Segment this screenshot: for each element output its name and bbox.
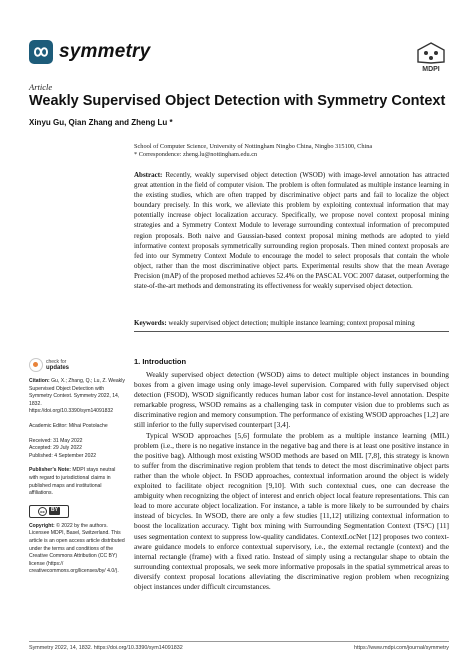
- paper-title: Weakly Supervised Object Detection with Symmetry Context: [29, 93, 446, 109]
- cc-by-license-icon[interactable]: [29, 505, 69, 518]
- correspondence-email: * Correspondence: zheng.lu@nottingham.edu.cn: [134, 151, 258, 158]
- author-list: Xinyu Gu, Qian Zhang and Zheng Lu *: [29, 118, 173, 127]
- citation-text: Gu, X.; Zhang, Q.; Lu, Z. Weakly Supervised Object Detection with Symmetry Context. Symmetry 2022, 14, 1832. https://doi.org/10.3390/sym14091832: [29, 378, 125, 415]
- journal-name: symmetry: [59, 41, 151, 62]
- journal-header: [29, 40, 445, 73]
- footer-citation: Symmetry 2022, 14, 1832. https://doi.org/10.3390/sym14091832: [29, 645, 183, 651]
- abstract-text: Recently, weakly supervised object detection (WSOD) with image-level annotation has attracted great attention in the field of computer vision. The problem is often formulated as multiple instance learning in the existing studies, which are often trapped by discriminative object parts and fail to localize the object boundary precisely. In this work, we alleviate this problem by exploiting contextual information that may potentially increase object localization accuracy. Specifically, we propose novel context proposal mining strategies and a Symmetry Context Module to leverage surrounding contextual information of precomputed region proposals. Both naive and Gaussian-based context proposal mining methods are adopted to yield informative context proposals symmetrically surrounding region proposals. Then mined context proposals are fed into our Symmetry Context Module to encourage the model to select proposals that contain the whole object, rather than the most discriminative object parts. Experimental results show that the mean Average Precision (mAP) of the proposed method achieves 52.4% on the PASCAL VOC 2007 dataset, outperforming the state-of-the-art methods and demonstrating its effectiveness for weakly supervised object detection.: [134, 171, 449, 291]
- keywords-label: Keywords:: [134, 319, 167, 327]
- check-label-small: check for: [46, 359, 67, 365]
- keywords: [134, 318, 449, 328]
- copyright-label: Copyright:: [29, 522, 55, 529]
- mdpi-logo-text: MDPI: [422, 66, 440, 73]
- section-title: 1. Introduction: [134, 357, 187, 366]
- introduction-body: [134, 370, 449, 592]
- footer-journal-link[interactable]: https://www.mdpi.com/journal/symmetry: [354, 645, 449, 651]
- keywords-text: weakly supervised object detection; multiple instance learning; context proposal mining: [168, 319, 415, 327]
- paragraph: Typical WSOD approaches [5,6] formulate the problem as a multiple instance learning (MIL) problem (i.e., there is no negative instance in the negative bag and there is at least one positive instance in the positive bag). Although most existing WSOD methods are based on MIL [7,8], this strategy is known to suffer from the discriminative region problem that tends to detect the most discriminative object parts rather than the whole object. In FSOD approaches, contextual information around the object is widely exploited to facilitate object recognition [9,10]. With such contextual cues, one can decrease the ambiguity when recognizing the object of interest and enrich object local feature representations. This can lead to more accurate object localization. For instance, a table is more likely to be surrounded by chairs instead of bicycles. In WSOD, there are only a few studies [11,12] utilizing contextual information to boost the localization accuracy. Tight box mining with Surrounding Segmentation Context (TS²C) [11] uses segmentation context to suppress low-quality candidates. ContextLocNet [12] proposes two context-aware guidance models to enforce contextual supervisory, i.e., the external rectangle (context) and the internal rectangle (frame) with a fixed ratio. Instead of simply using a rectangular shape to obtain the surrounding contextual proposals, we seek more informative proposals in the spatial symmetrical areas to diversify context proposal locations alleviating the discriminative region problem when recognizing object instances under difficult circumstances.: [134, 430, 449, 591]
- symmetry-logo-icon: [29, 40, 53, 64]
- publisher-note: [29, 467, 125, 497]
- abstract: [134, 170, 449, 291]
- copyright-text: © 2022 by the authors. Licensee MDPI, Basel, Switzerland. This article is an open access article distributed under the terms and conditions of the Creative Commons Attribution (CC BY) license (https:// creativecommons.org/licenses/by/ 4.0/).: [29, 522, 125, 575]
- section-divider: [134, 331, 449, 332]
- check-for-updates-badge[interactable]: [29, 358, 125, 372]
- copyright-block: [29, 523, 125, 576]
- cc-icon-label: cc: [38, 507, 47, 516]
- academic-editor: Academic Editor: Mihai Postolache: [29, 422, 108, 429]
- article-type: Article: [29, 82, 53, 92]
- citation-label: Citation:: [29, 378, 50, 384]
- institution: School of Computer Science, University of Nottingham Ningbo China, Ningbo 315100, China: [134, 143, 373, 150]
- footer-divider: [29, 641, 449, 642]
- mdpi-logo-icon: [417, 42, 445, 64]
- check-updates-icon: [29, 358, 43, 372]
- dates-block: [29, 438, 125, 461]
- paragraph: Weakly supervised object detection (WSOD) aims to detect multiple object instances in bounding boxes from a given image using only image-level supervision. Compared with fully supervised object detection (FSOD), WSOD significantly reduces human labor cost for instance-level annotation. Despite remarkable progress, WSOD remains as a challenging task in computer vision due to problems such as discriminative region and memory consumption. The performance of existing WSOD approaches [1,2] are still inferior to the fully supervised counterpart [3,4].: [134, 370, 449, 430]
- publisher-note-label: Publisher’s Note:: [29, 467, 71, 474]
- citation-block: [29, 378, 125, 416]
- abstract-label: Abstract:: [134, 171, 163, 179]
- check-label-big: updates: [46, 365, 70, 371]
- received-date: Received: 31 May 2022: [29, 437, 83, 444]
- article-info-sidebar: [29, 358, 125, 583]
- publisher-note-text: MDPI stays neutral with regard to jurisdictional claims in published maps and institutional affiliations.: [29, 467, 116, 497]
- affiliations: [134, 143, 449, 159]
- accepted-date: Accepted: 29 July 2022: [29, 445, 82, 452]
- cc-by-label: BY: [51, 507, 58, 514]
- published-date: Published: 4 September 2022: [29, 452, 97, 459]
